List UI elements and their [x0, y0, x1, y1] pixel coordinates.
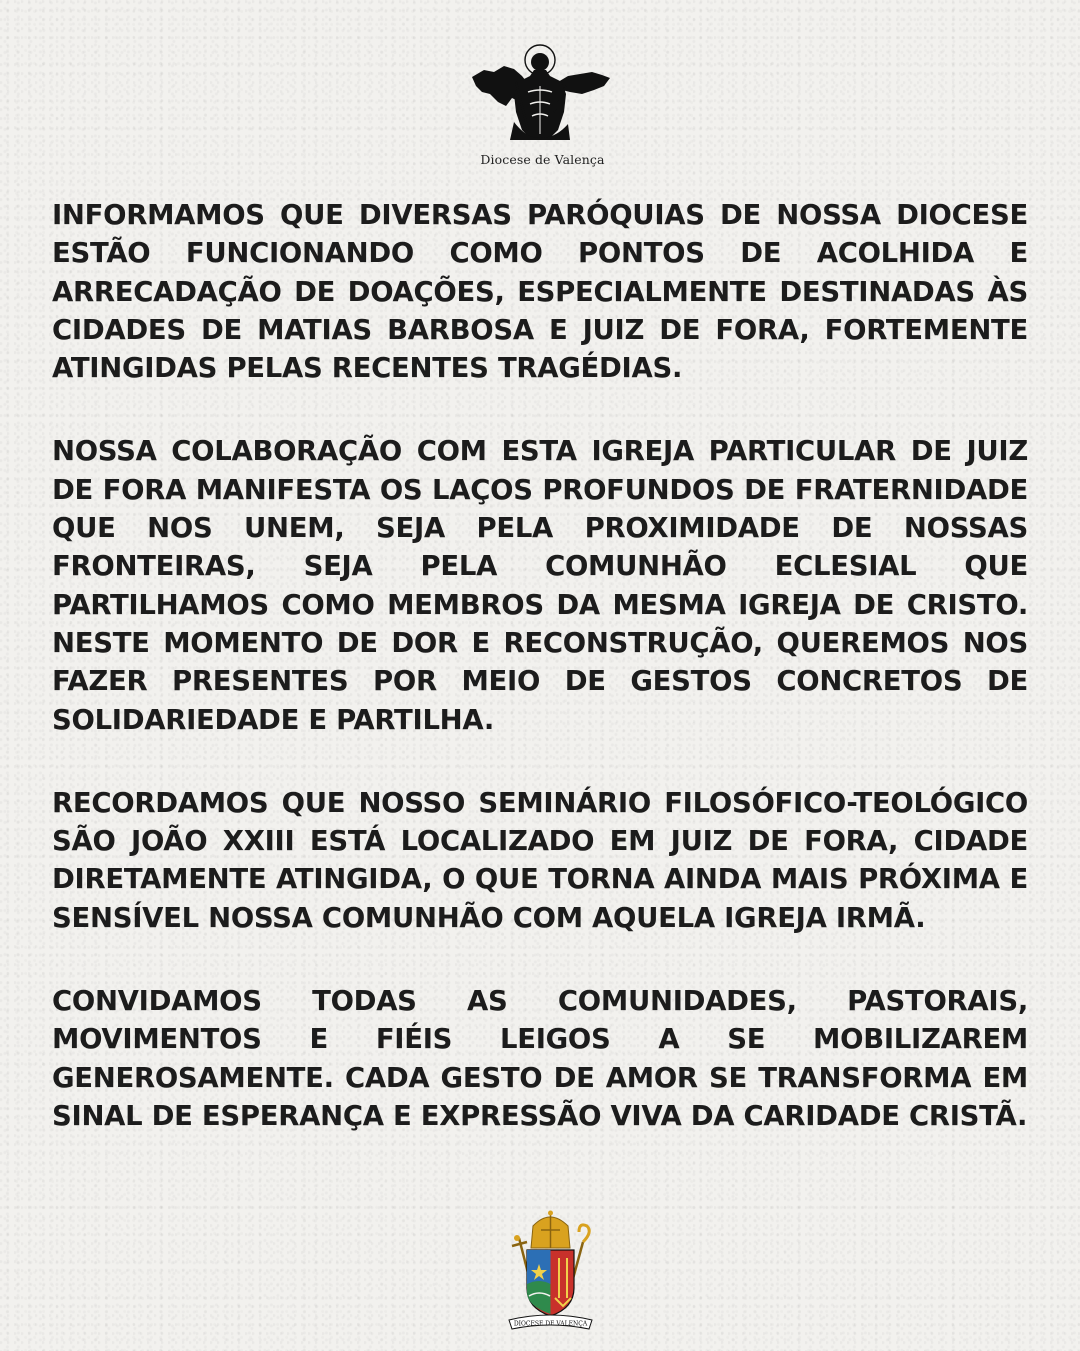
paragraph-donation-points: INFORMAMOS QUE DIVERSAS PARÓQUIAS DE NOSSA DIOCESE ESTÃO FUNCIONANDO COMO PONTOS DE ACOLHIDA E ARRECADAÇÃO DE DOAÇÕES, ESPECIALMENTE DESTINADAS ÀS CIDADES DE MATIAS BARBOSA E JUIZ DE FORA, FORTEMENTE ATINGIDAS PELAS RECENTES TRAGÉDIAS. — [52, 199, 1028, 385]
paragraph-collaboration: NOSSA COLABORAÇÃO COM ESTA IGREJA PARTICULAR DE JUIZ DE FORA MANIFESTA OS LAÇOS PROFUNDOS DE FRATERNIDADE QUE NOS UNEM, SEJA PELA PROXIMIDADE DE NOSSAS FRONTEIRAS, SEJA PELA COMUNHÃO ECLESIAL QUE PARTILHAMOS COMO MEMBROS DA MESMA IGREJA DE CRISTO. NESTE MOMENTO DE DOR E RECONSTRUÇÃO, QUEREMOS NOS FAZER PRESENTES POR MEIO DE GESTOS CONCRETOS DE SOLIDARIEDADE E PARTILHA. — [52, 435, 1028, 736]
paragraph-invitation: CONVIDAMOS TODAS AS COMUNIDADES, PASTORAIS, MOVIMENTOS E FIÉIS LEIGOS A SE MOBILIZAREM GENEROSAMENTE. CADA GESTO DE AMOR SE TRANSFORMA EM SINAL DE ESPERANÇA E EXPRESSÃO VIVA DA CARIDADE CRISTÃ. — [52, 985, 1028, 1132]
coat-of-arms — [503, 1208, 598, 1333]
emblem-ribbon-text: DIOCESE DE VALENÇA — [513, 1320, 588, 1328]
episcopal-coat-of-arms-icon — [503, 1208, 598, 1333]
paragraph-seminary: RECORDAMOS QUE NOSSO SEMINÁRIO FILOSÓFICO-TEOLÓGICO SÃO JOÃO XXIII ESTÁ LOCALIZADO EM JUIZ DE FORA, CIDADE DIRETAMENTE ATINGIDA, O QUE TORNA AINDA MAIS PRÓXIMA E SENSÍVEL NOSSA COMUNHÃO COM AQUELA IGREJA IRMÃ. — [52, 786, 1028, 934]
announcement-body — [52, 196, 1028, 1135]
diocese-logo — [470, 42, 615, 172]
saint-with-map-logo-icon — [470, 42, 615, 152]
logo-caption: Diocese de Valença — [480, 152, 605, 167]
